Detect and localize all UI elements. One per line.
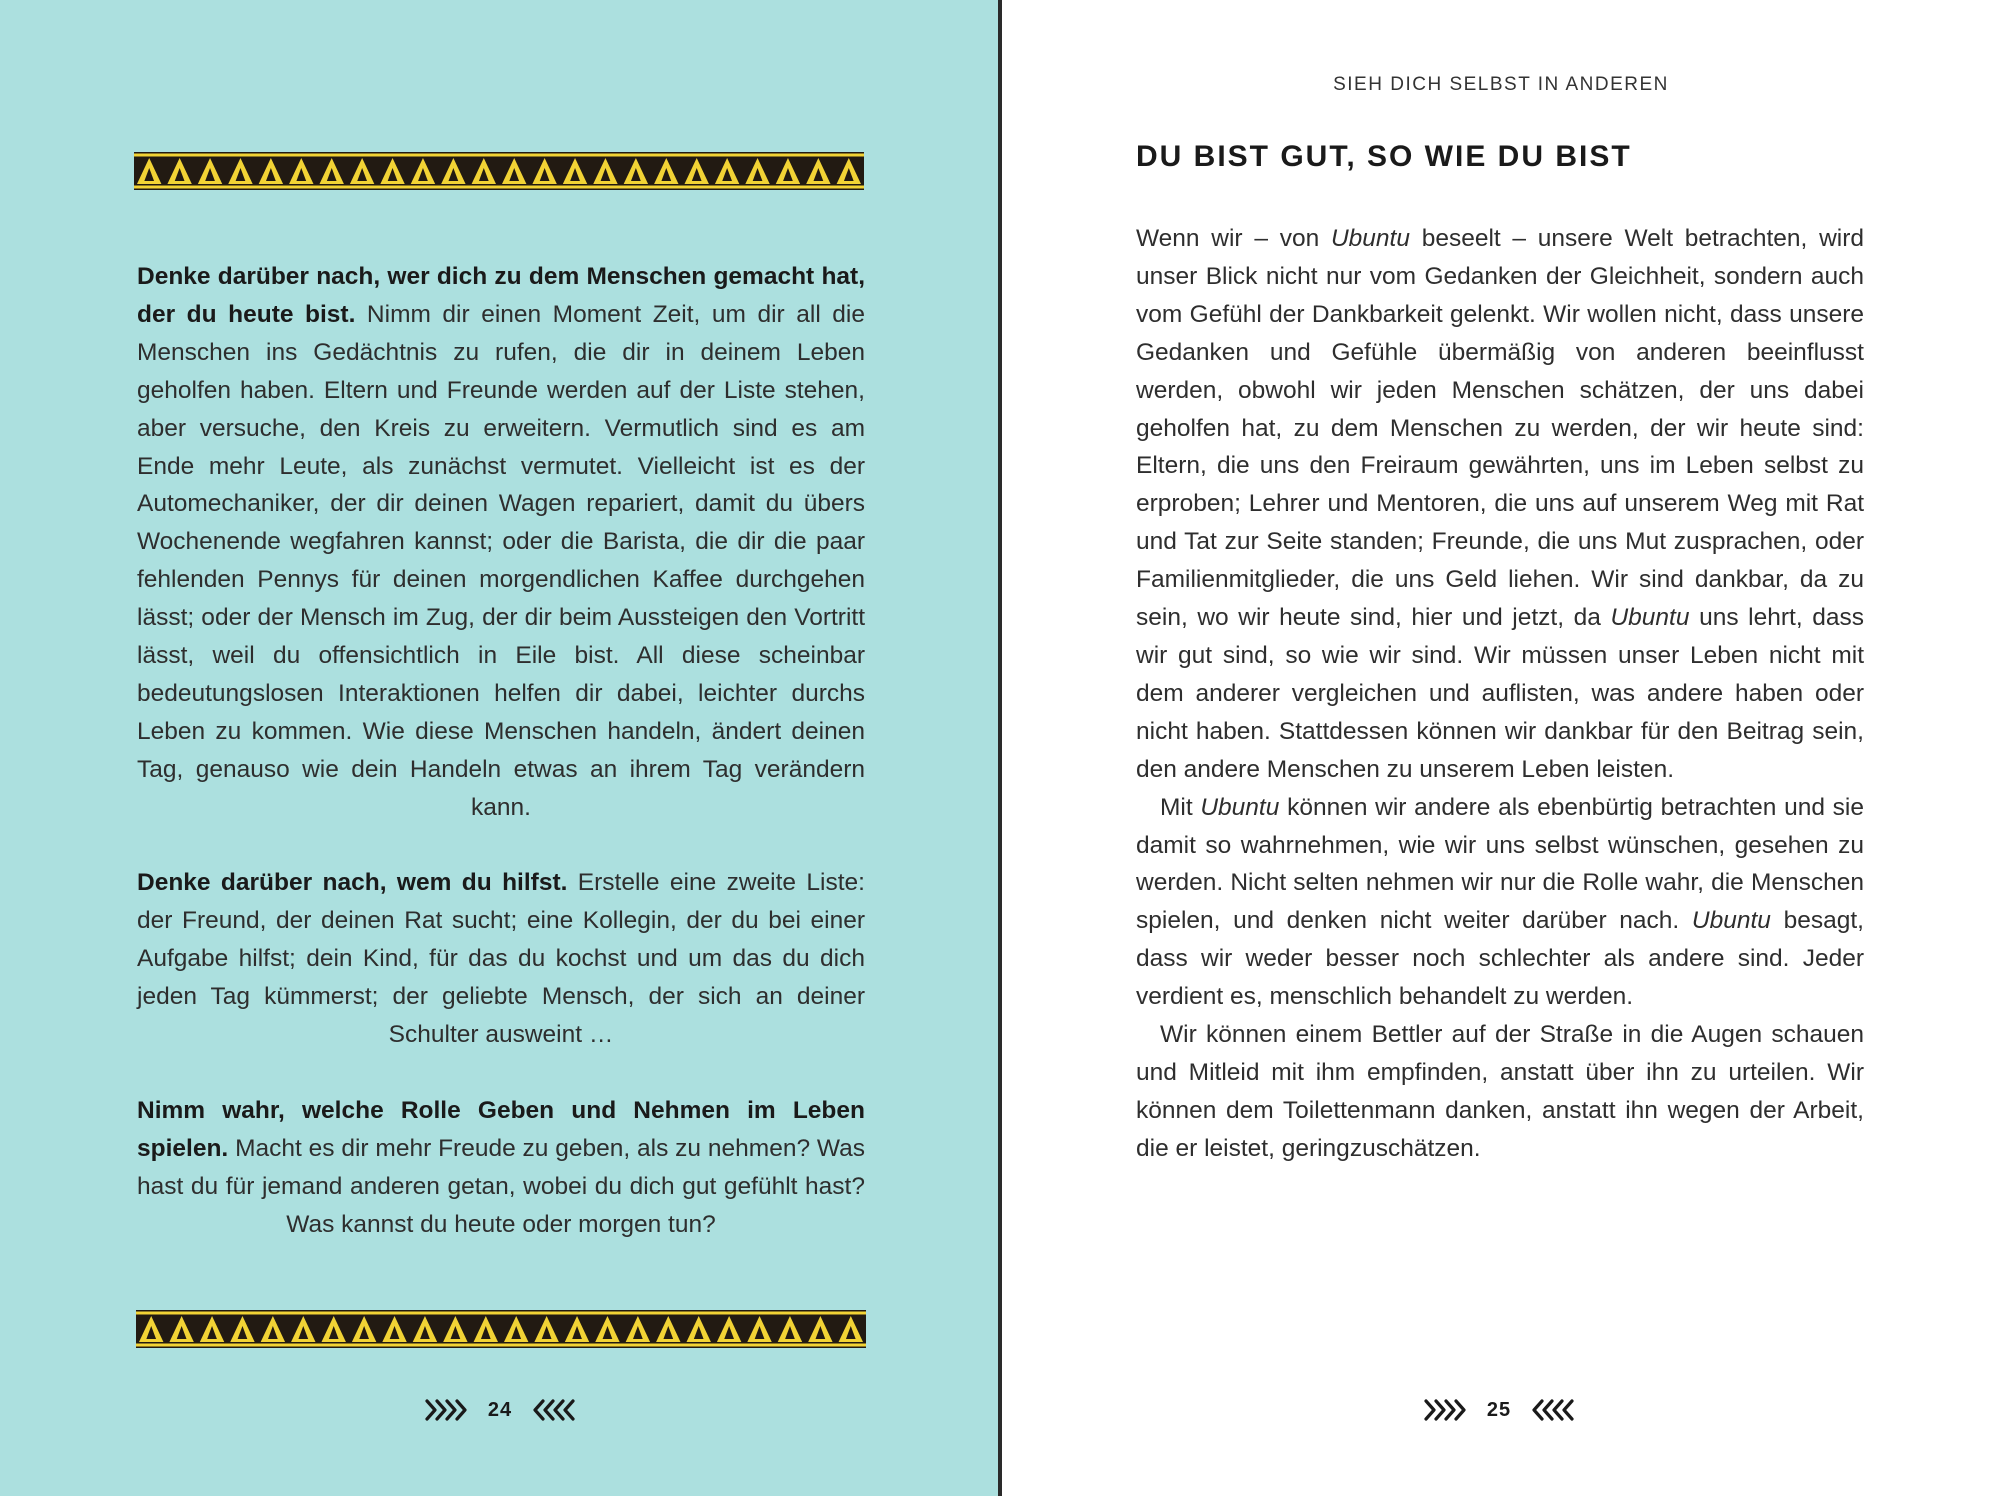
left-paragraph-2-lead: Denke darüber nach, wem du hilfst. [137,869,568,897]
paragraph-run: Wir können einem Bettler auf der Straße in die Augen schauen und Mitleid mit ihm empfinden, anstatt über ihn zu urteilen. Wir können dem Toilettenmann danken, anstatt ihn wegen der Arbeit, die er leistet, geringzuschätzen. [1136,1021,1864,1162]
chevron-right-icon [1424,1399,1470,1421]
chevron-right-icon [425,1399,471,1421]
left-paragraph-3-lead: Nimm wahr, welche Rolle Geben und Nehmen im Leben spielen. [137,1096,865,1162]
paragraph-run: beseelt – unsere Welt betrachten, wird unser Blick nicht nur vom Gedanken der Gleichheit, sondern auch vom Gefühl der Dankbarkeit gelenkt. Wir wollen nicht, dass unsere Gedanken und Gefühle übermäßig von anderen beeinflusst werden, obwohl wir jeden Menschen schätzen, der uns dabei geholfen hat, zu dem Menschen zu werden, der wir heute sind: Eltern, die uns den Freiraum gewährten, uns im Leben selbst zu erproben; Lehrer und Mentoren, die uns auf unserem Weg mit Rat und Tat zur Seite standen; Freunde, die uns Mut zusprachen, oder Familienmitglieder, die uns Geld liehen. Wir sind dankbar, da zu sein, wo wir heute sind, hier und jetzt, da [1136,225,1864,632]
right-folio [1424,1392,1574,1428]
paragraph-run: können wir andere als ebenbürtig betrachten und sie damit so wahrnehmen, wie wir uns selbst wünschen, gesehen zu werden. Nicht selten nehmen wir nur die Rolle wahr, die Menschen spielen, und denken nicht weiter darüber nach. [1136,793,1864,935]
left-paragraph-1 [137,258,865,827]
right-page-number: 25 [1486,1398,1512,1421]
chevron-left-icon [529,1399,575,1421]
bottom-ornament-band [136,1306,866,1354]
left-body-text [137,258,865,1281]
top-ornament-band [134,148,864,196]
left-paragraph-1-lead: Denke darüber nach, wer dich zu dem Menschen gemacht hat, der du heute bist. [137,263,865,328]
running-head: SIEH DICH SELBST IN ANDEREN [1333,74,1669,95]
right-paragraph-1 [1136,220,1864,789]
right-body-text [1136,220,1864,1168]
paragraph-run: Mit [1160,793,1201,821]
left-paragraph-3-text: Macht es dir mehr Freude zu geben, als zu nehmen? Was hast du für jemand anderen getan, wobei du dich gut gefühlt hast? Was kannst du heute oder morgen tun? [137,1134,865,1238]
left-paragraph-2-text: Erstelle eine zweite Liste: der Freund, der deinen Rat sucht; eine Kollegin, der du bei einer Aufgabe hilfst; dein Kind, für das du kochst und um das du dich jeden Tag kümmerst; der geliebte Mensch, der sich an deiner Schulter ausweint … [137,869,865,1049]
chevron-left-icon [1528,1399,1574,1421]
paragraph-run: besagt, dass wir weder besser noch schlechter als andere sind. Jeder verdient es, menschlich behandelt zu werden. [1136,907,1864,1011]
left-page-number: 24 [487,1398,513,1421]
right-paragraph-2 [1136,789,1864,1016]
paragraph-run: Wenn wir – von [1136,225,1331,252]
left-paragraph-2 [137,864,865,1054]
section-title: DU BIST GUT, SO WIE DU BIST [1136,140,1632,173]
italic-term: Ubuntu [1691,907,1771,935]
italic-term: Ubuntu [1200,793,1280,821]
right-paragraph-3 [1136,1016,1864,1168]
left-paragraph-3 [137,1092,865,1244]
left-folio [425,1392,575,1428]
italic-term: Ubuntu [1610,604,1690,632]
italic-term: Ubuntu [1330,225,1410,252]
paragraph-run: uns lehrt, dass wir gut sind, so wie wir sind. Wir müssen unser Leben nicht mit dem anderer vergleichen und auflisten, was andere haben oder nicht haben. Stattdessen können wir dankbar für den Beitrag sein, den andere Menschen zu unserem Leben leisten. [1136,604,1864,783]
left-paragraph-1-text: Nimm dir einen Moment Zeit, um dir all die Menschen ins Gedächtnis zu rufen, die dir in deinem Leben geholfen haben. Eltern und Freunde werden auf der Liste stehen, aber versuche, den Kreis zu erweitern. Vermutlich sind es am Ende mehr Leute, als zunächst vermutet. Vielleicht ist es der Automechaniker, der dir deinen Wagen repariert, damit du übers Wochenende wegfahren kannst; oder die Barista, die dir die paar fehlenden Pennys für deinen morgendlichen Kaffee durchgehen lässt; oder der Mensch im Zug, der dir beim Aussteigen den Vortritt lässt, weil du offensichtlich in Eile bist. All diese scheinbar bedeutungslosen Interaktionen helfen dir dabei, leichter durchs Leben zu kommen. Wie diese Menschen handeln, ändert deinen Tag, genauso wie dein Handeln etwas an ihrem Tag verändern kann. [137,300,865,821]
